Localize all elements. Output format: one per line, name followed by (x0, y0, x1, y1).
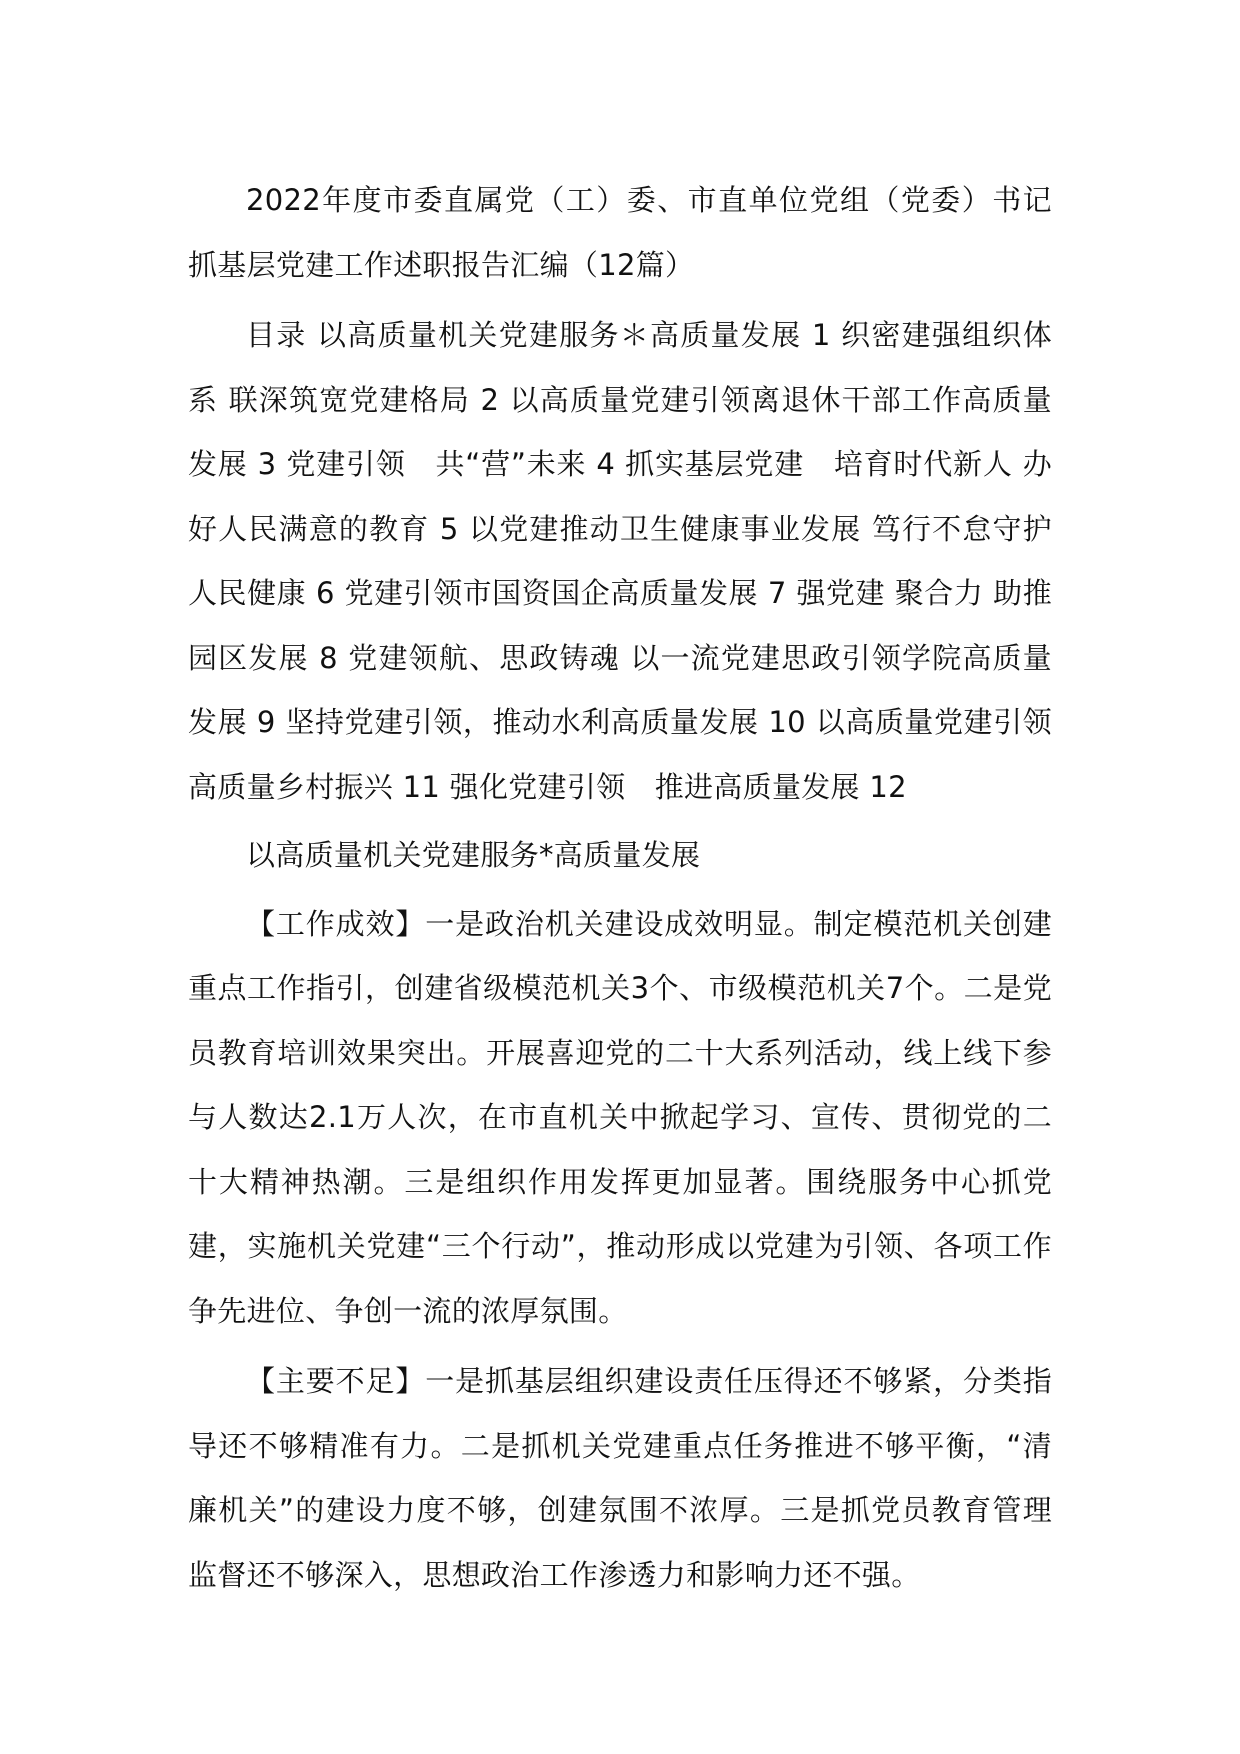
document-page (188, 168, 1052, 1613)
shortcomings-paragraph: 【主要不足】一是抓基层组织建设责任压得还不够紧，分类指导还不够精准有力。二是抓机关党建重点任务推进不够平衡，“清廉机关”的建设力度不够，创建氛围不浓厚。三是抓党员教育管理监督还不够深入，思想政治工作渗透力和影响力还不强。 (188, 1364, 1052, 1592)
achievements-paragraph: 【工作成效】一是政治机关建设成效明显。制定模范机关创建重点工作指引，创建省级模范机关3个、市级模范机关7个。二是党员教育培训效果突出。开展喜迎党的二十大系列活动，线上线下参与人数达2.1万人次，在市直机关中掀起学习、宣传、贯彻党的二十大精神热潮。三是组织作用发挥更加显著。围绕服务中心抓党建，实施机关党建“三个行动”，推动形成以党建为引领、各项工作争先进位、争创一流的浓厚氛围。 (188, 906, 1052, 1328)
section-heading: 以高质量机关党建服务*高质量发展 (246, 838, 701, 872)
document-title: 2022年度市委直属党（工）委、市直单位党组（党委）书记抓基层党建工作述职报告汇编（12篇） (188, 183, 1052, 282)
table-of-contents: 目录 以高质量机关党建服务＊高质量发展 1 织密建强组织体系 联深筑宽党建格局 2 以高质量党建引领离退休干部工作高质量发展 3 党建引领 共“营”未来 4 抓实基层党建 培育时代新人 办好人民满意的教育 5 以党建推动卫生健康事业发展 笃行不怠守护人民健康 6 党建引领市国资国企高质量发展 7 强党建 聚合力 助推园区发展 8 党建领航、思政铸魂 以一流党建思政引领学院高质量发展 9 坚持党建引领，推动水利高质量发展 10 以高质量党建引领高质量乡村振兴 11 强化党建引领 推进高质量发展 12 (188, 318, 1052, 804)
